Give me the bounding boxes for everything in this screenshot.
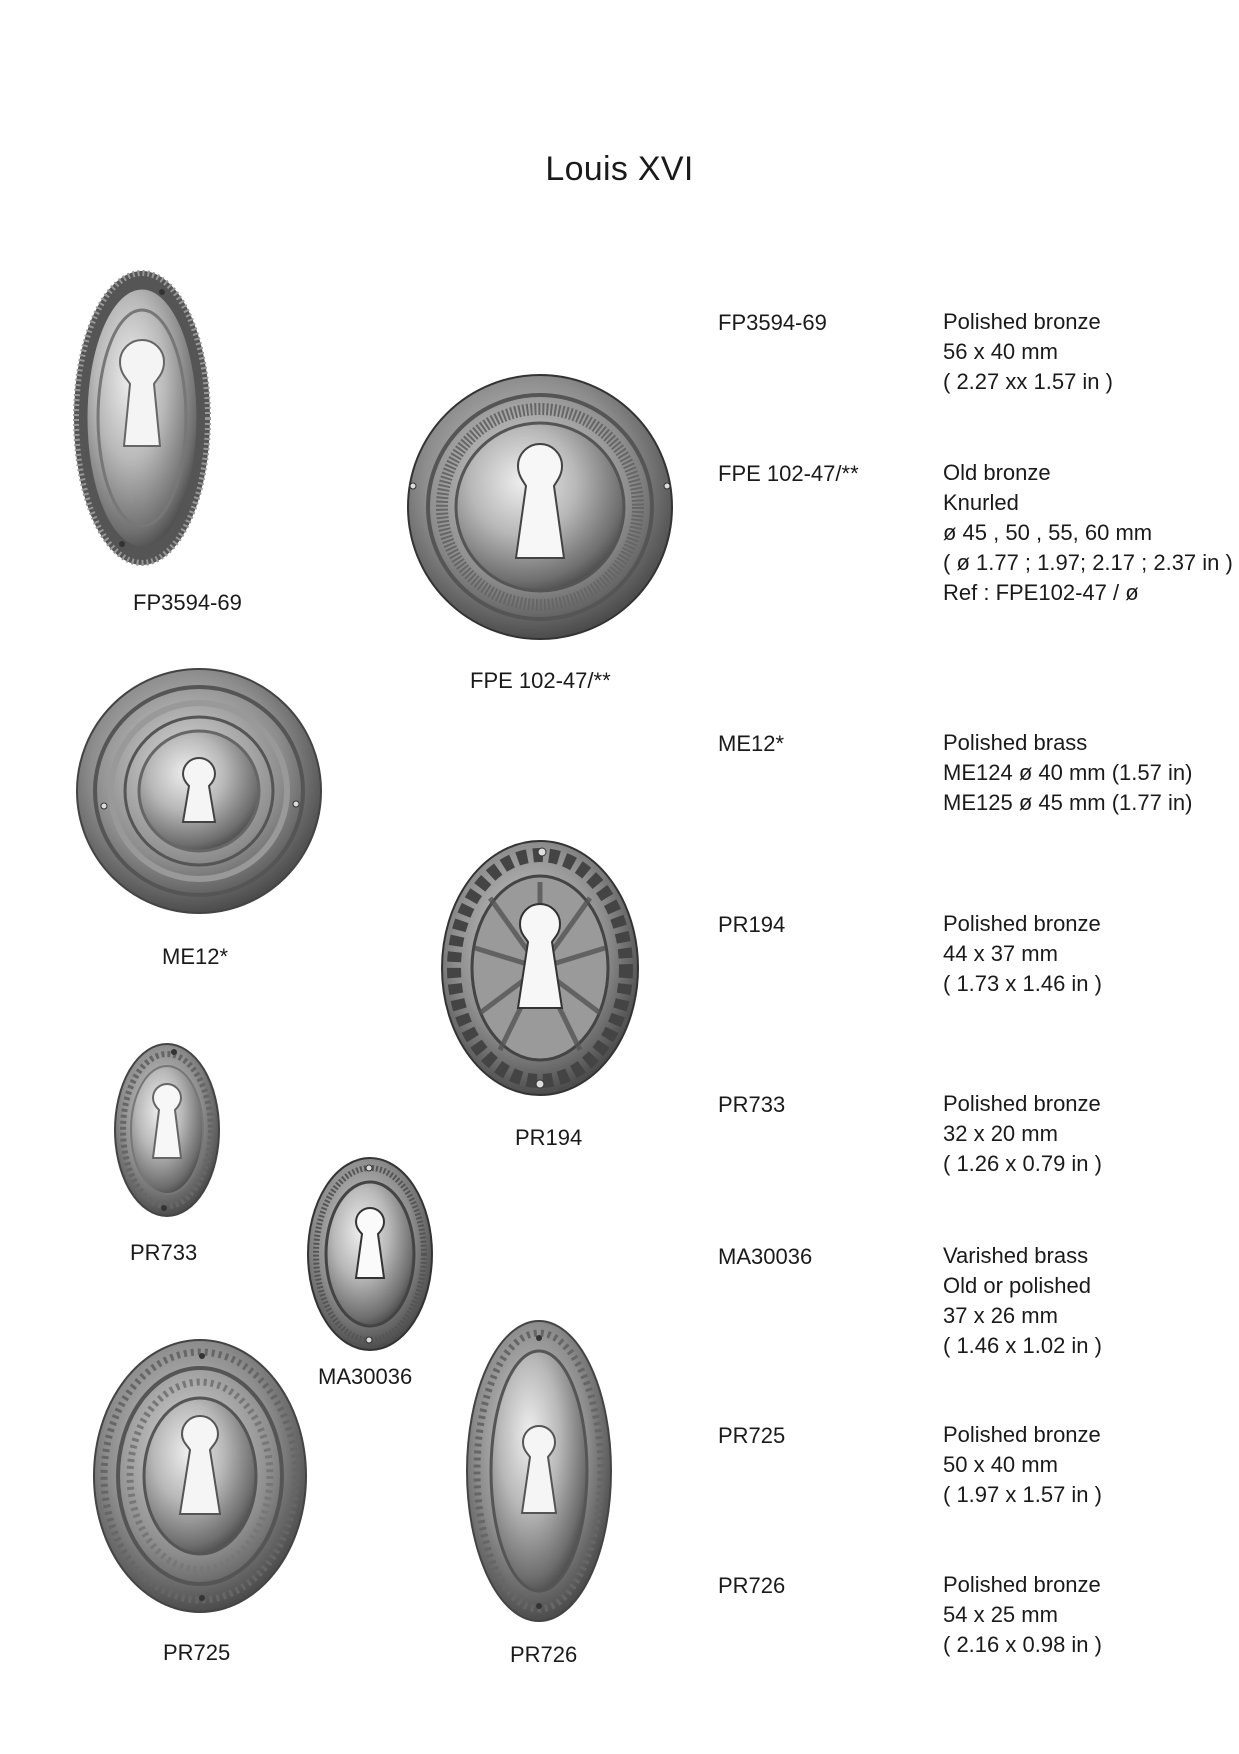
spec-line: ( 1.97 x 1.57 in )	[943, 1482, 1102, 1507]
round-keyhole-escutcheon-knurled-icon	[405, 372, 675, 642]
spec-line: 56 x 40 mm	[943, 339, 1058, 364]
spec-ref: PR194	[718, 912, 786, 937]
spec-line: Varished brass	[943, 1243, 1089, 1268]
spec-line: Polished bronze	[943, 1091, 1101, 1116]
spec-ref: ME12*	[718, 731, 785, 756]
spec-ref: PR725	[718, 1423, 786, 1448]
oval-keyhole-escutcheon-pearl-icon	[90, 1336, 310, 1616]
spec-line: Old bronze	[943, 460, 1051, 485]
spec-description	[943, 1570, 1102, 1660]
spec-description	[943, 1420, 1102, 1510]
spec-ref: PR733	[718, 1092, 786, 1117]
spec-line: Polished bronze	[943, 1572, 1101, 1597]
spec-line: Polished bronze	[943, 309, 1101, 334]
small-oval-keyhole-escutcheon-icon	[112, 1040, 222, 1220]
spec-line: 44 x 37 mm	[943, 941, 1058, 966]
spec-line: ( 2.16 x 0.98 in )	[943, 1632, 1102, 1657]
spec-line: Polished bronze	[943, 911, 1101, 936]
spec-line: 50 x 40 mm	[943, 1452, 1058, 1477]
page-title: Louis XVI	[545, 150, 694, 188]
round-keyhole-escutcheon-rings-icon	[74, 666, 324, 916]
spec-description	[943, 307, 1113, 397]
image-caption: PR726	[510, 1642, 578, 1667]
image-caption: MA30036	[318, 1364, 413, 1389]
spec-description	[943, 1089, 1102, 1179]
elongated-keyhole-escutcheon-icon	[464, 1316, 614, 1626]
spec-description	[943, 458, 1233, 608]
spec-ref: MA30036	[718, 1244, 813, 1269]
spec-line: Polished brass	[943, 730, 1088, 755]
spec-line: 37 x 26 mm	[943, 1303, 1058, 1328]
spec-line: ME125 ø 45 mm (1.77 in)	[943, 790, 1193, 815]
spec-line: ( 1.46 x 1.02 in )	[943, 1333, 1102, 1358]
spec-ref: PR726	[718, 1573, 786, 1598]
spec-line: 32 x 20 mm	[943, 1121, 1058, 1146]
spec-description	[943, 1241, 1102, 1361]
spec-line: Knurled	[943, 490, 1019, 515]
oval-keyhole-escutcheon-beaded-icon	[72, 268, 212, 568]
spec-line: ( 1.26 x 0.79 in )	[943, 1151, 1102, 1176]
image-caption: FP3594-69	[133, 590, 242, 615]
spec-line: ( 2.27 xx 1.57 in )	[943, 369, 1113, 394]
image-caption: PR725	[163, 1640, 231, 1665]
spec-line: ø 45 , 50 , 55, 60 mm	[943, 520, 1153, 545]
spec-description	[943, 728, 1192, 818]
spec-line: Ref : FPE102-47 / ø	[943, 580, 1139, 605]
spec-line: Polished bronze	[943, 1422, 1101, 1447]
spec-line: ME124 ø 40 mm (1.57 in)	[943, 760, 1193, 785]
oval-keyhole-escutcheon-leaf-icon	[440, 838, 640, 1098]
oval-keyhole-escutcheon-icon	[305, 1154, 435, 1354]
spec-line: 54 x 25 mm	[943, 1602, 1058, 1627]
spec-line: ( ø 1.77 ; 1.97; 2.17 ; 2.37 in )	[943, 550, 1233, 575]
spec-line: Old or polished	[943, 1273, 1091, 1298]
spec-line: ( 1.73 x 1.46 in )	[943, 971, 1102, 996]
image-caption: ME12*	[162, 944, 229, 969]
image-caption: PR194	[515, 1125, 583, 1150]
image-caption: PR733	[130, 1240, 198, 1265]
image-caption: FPE 102-47/**	[470, 668, 611, 693]
spec-description	[943, 909, 1102, 999]
spec-ref: FPE 102-47/**	[718, 461, 859, 486]
spec-ref: FP3594-69	[718, 310, 827, 335]
